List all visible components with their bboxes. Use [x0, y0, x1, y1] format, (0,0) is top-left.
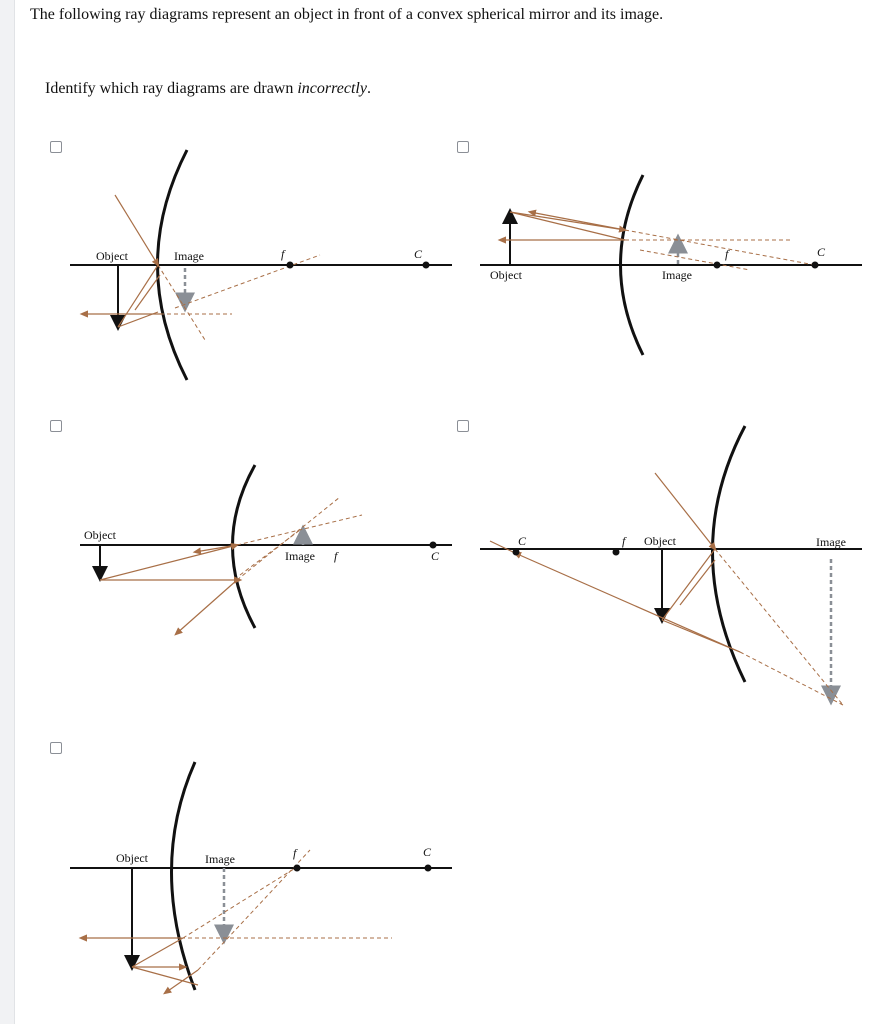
mirror-curve [172, 762, 196, 990]
center-point [425, 865, 432, 872]
image-label: Image [174, 249, 204, 263]
ray [680, 560, 715, 605]
focal-point [294, 865, 301, 872]
center-label: C [518, 534, 527, 548]
ray [100, 545, 237, 580]
center-point [423, 262, 430, 269]
image-label: Image [285, 549, 315, 563]
object-label: Object [116, 851, 148, 865]
focal-label: f [622, 534, 626, 548]
focal-label: f [725, 247, 729, 261]
focal-point [714, 262, 721, 269]
object-label: Object [84, 528, 116, 542]
ray [662, 549, 715, 620]
question-instruction: Identify which ray diagrams are drawn incorrectly. [45, 80, 371, 97]
ray [118, 265, 158, 327]
ray [515, 553, 740, 652]
center-label: C [414, 247, 423, 261]
diagram-5 [70, 762, 452, 993]
diagram-2 [480, 175, 862, 355]
focal-label: f [293, 846, 297, 860]
focal-label: f [281, 247, 285, 261]
center-label: C [817, 245, 826, 259]
center-label: C [431, 549, 440, 563]
center-point [430, 542, 437, 549]
ray [510, 212, 625, 240]
center-label: C [423, 845, 432, 859]
virtual-ray [715, 549, 843, 705]
object-label: Object [490, 268, 522, 282]
image-label: Image [205, 852, 235, 866]
mirror-curve [233, 465, 256, 628]
object-label: Object [644, 534, 676, 548]
virtual-ray [740, 652, 843, 705]
diagram-4 [480, 426, 862, 705]
emphasis-text: incorrectly [297, 80, 367, 97]
virtual-ray [640, 250, 750, 270]
object-label: Object [96, 249, 128, 263]
ray [490, 541, 515, 553]
focal-point [613, 549, 620, 556]
focal-label: f [334, 549, 338, 563]
image-label: Image [662, 268, 692, 282]
image-label: Image [816, 535, 846, 549]
virtual-ray [183, 867, 297, 938]
diagram-3 [80, 465, 452, 634]
mirror-curve [713, 426, 746, 682]
ray [176, 580, 237, 634]
virtual-ray [625, 230, 815, 265]
diagram-1 [70, 150, 452, 380]
center-point [513, 549, 520, 556]
question-heading: The following ray diagrams represent an object in front of a convex spherical mirror and its image. [30, 6, 664, 23]
focal-point [287, 262, 294, 269]
ray [530, 212, 625, 230]
virtual-ray [237, 497, 340, 580]
ray [132, 938, 183, 967]
center-point [812, 262, 819, 269]
